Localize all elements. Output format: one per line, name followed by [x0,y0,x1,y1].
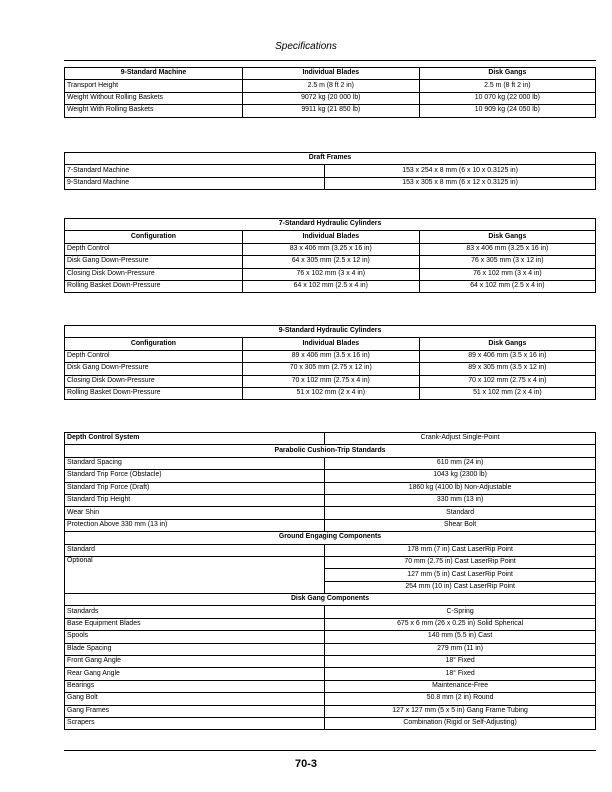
cell-value: 1043 kg (2300 lb) [325,470,596,482]
row-label: Standard Trip Force (Obstacle) [65,470,325,482]
cell-value: 610 mm (24 in) [325,457,596,469]
cell-value: 70 mm (2.75 in) Cast LaserRip Point [325,556,596,568]
table-row [65,680,596,692]
section-title: Ground Engaging Components [65,532,596,544]
cell-value: 279 mm (11 in) [325,643,596,655]
machine-spec-table [64,67,596,118]
row-label: Depth Control [65,350,243,362]
table-row [65,544,596,556]
table-header-row [65,338,596,350]
row-label: Bearings [65,680,325,692]
draft-frames-table [64,152,596,190]
row-label: Blade Spacing [65,643,325,655]
components-spec-table [64,432,596,730]
table-row [65,256,596,268]
row-label: Disk Gang Down-Pressure [65,363,243,375]
cell-value: 70 x 102 mm (2.75 x 4 in) [419,375,595,387]
table-row [65,494,596,506]
cell-value: 89 x 406 mm (3.5 x 16 in) [242,350,419,362]
table-row [65,165,596,177]
table-title: Draft Frames [65,153,596,165]
row-label: Depth Control System [65,433,325,445]
table-row [65,482,596,494]
table-row [65,519,596,531]
cell-value: 254 mm (10 in) Cast LaserRip Point [325,581,596,593]
column-header: Disk Gangs [419,68,595,80]
section-title-row [65,594,596,606]
column-header: Disk Gangs [419,231,595,243]
row-label: Protection Above 330 mm (13 in) [65,519,325,531]
table-row [65,243,596,255]
row-label: Standard [65,544,325,556]
cell-value: 10 909 kg (24 050 lb) [419,105,595,117]
cell-value: Shear Bolt [325,519,596,531]
cell-value: 140 mm (5.5 in) Cast [325,631,596,643]
table-row [65,457,596,469]
hydraulic-cylinders-9-table [64,325,596,400]
cell-value: 70 x 102 mm (2.75 x 4 in) [242,375,419,387]
table-title-row [65,219,596,231]
table-title: 9-Standard Hydraulic Cylinders [65,326,596,338]
table-row [65,92,596,104]
cell-value: Combination (Rigid or Self-Adjusting) [325,717,596,729]
cell-value: 64 x 305 mm (2.5 x 12 in) [242,256,419,268]
cell-value: 76 x 102 mm (3 x 4 in) [242,268,419,280]
table-row [65,80,596,92]
cell-value: 51 x 102 mm (2 x 4 in) [419,387,595,399]
section-title-row [65,445,596,457]
section-title: Disk Gang Components [65,594,596,606]
cell-value: 18° Fixed [325,656,596,668]
cell-value: 9911 kg (21 850 lb) [242,105,419,117]
table-row [65,350,596,362]
row-label: Rolling Basket Down-Pressure [65,280,243,292]
row-label: Scrapers [65,717,325,729]
row-label: Standard Spacing [65,457,325,469]
table-row [65,705,596,717]
header-rule [64,60,596,61]
section-title: Parabolic Cushion-Trip Standards [65,445,596,457]
cell-value: 675 x 6 mm (26 x 0.25 in) Solid Spherical [325,618,596,630]
cell-value: 89 x 305 mm (3.5 x 12 in) [419,363,595,375]
row-label: Standard Trip Height [65,494,325,506]
cell-value: 18° Fixed [325,668,596,680]
row-label: Rolling Basket Down-Pressure [65,387,243,399]
table-row [65,387,596,399]
table-row [65,668,596,680]
row-label: Spools [65,631,325,643]
table-row [65,656,596,668]
row-label: Rear Gang Angle [65,668,325,680]
table-row [65,363,596,375]
cell-value: 64 x 102 mm (2.5 x 4 in) [242,280,419,292]
footer-rule [64,750,596,751]
cell-value: 70 x 305 mm (2.75 x 12 in) [242,363,419,375]
cell-value: 2.5 m (8 ft 2 in) [419,80,595,92]
page-header-title: Specifications [275,41,337,52]
row-label: Disk Gang Down-Pressure [65,256,243,268]
table-row [65,693,596,705]
row-label: Gang Bolt [65,693,325,705]
table-header-row [65,68,596,80]
column-header: Configuration [65,338,243,350]
cell-value: 64 x 102 mm (2.5 x 4 in) [419,280,595,292]
cell-value: 330 mm (13 in) [325,494,596,506]
cell-value: 127 x 127 mm (5 x 5 in) Gang Frame Tubing [325,705,596,717]
cell-value: 83 x 406 mm (3.25 x 16 in) [419,243,595,255]
column-header: Individual Blades [242,231,419,243]
column-header: Configuration [65,231,243,243]
row-label: Closing Disk Down-Pressure [65,268,243,280]
column-header: Individual Blades [242,338,419,350]
table-title-row [65,153,596,165]
table-row [65,433,596,445]
column-header: 9-Standard Machine [65,68,243,80]
row-label: Wear Shin [65,507,325,519]
table-title: 7-Standard Hydraulic Cylinders [65,219,596,231]
table-row [65,618,596,630]
column-header: Disk Gangs [419,338,595,350]
table-row [65,556,596,568]
table-title-row [65,326,596,338]
cell-value: 127 mm (5 in) Cast LaserRip Point [325,569,596,581]
cell-value: 76 x 102 mm (3 x 4 in) [419,268,595,280]
row-label: Gang Frames [65,705,325,717]
cell-value: 50.8 mm (2 in) Round [325,693,596,705]
cell-value: Crank-Adjust Single-Point [325,433,596,445]
table-row [65,280,596,292]
cell-value: 153 x 254 x 8 mm (6 x 10 x 0.3125 in) [325,165,596,177]
cell-value: 10 070 kg (22 000 lb) [419,92,595,104]
cell-value: 89 x 406 mm (3.5 x 16 in) [419,350,595,362]
row-label: 7-Standard Machine [65,165,325,177]
table-header-row [65,231,596,243]
cell-value: 178 mm (7 in) Cast LaserRip Point [325,544,596,556]
hydraulic-cylinders-7-table [64,218,596,293]
row-label: Weight Without Rolling Baskets [65,92,243,104]
table-row [65,375,596,387]
row-label: Standard Trip Force (Draft) [65,482,325,494]
column-header: Individual Blades [242,68,419,80]
cell-value: 9072 kg (20 000 lb) [242,92,419,104]
cell-value: 1860 kg (4100 lb) Non-Adjustable [325,482,596,494]
cell-value: 83 x 406 mm (3.25 x 16 in) [242,243,419,255]
row-label: Base Equipment Blades [65,618,325,630]
table-row [65,643,596,655]
cell-value: Maintenance-Free [325,680,596,692]
cell-value: 153 x 305 x 8 mm (6 x 12 x 0.3125 in) [325,177,596,189]
cell-value: 2.5 m (8 ft 2 in) [242,80,419,92]
page-number: 70-3 [294,758,318,770]
row-label: 9-Standard Machine [65,177,325,189]
section-title-row [65,532,596,544]
row-label: Front Gang Angle [65,656,325,668]
table-row [65,717,596,729]
row-label: Transport Height [65,80,243,92]
cell-value: Standard [325,507,596,519]
table-row [65,507,596,519]
row-label: Standards [65,606,325,618]
table-row [65,606,596,618]
cell-value: C-Spring [325,606,596,618]
cell-value: 51 x 102 mm (2 x 4 in) [242,387,419,399]
table-row [65,631,596,643]
row-label: Depth Control [65,243,243,255]
table-row [65,268,596,280]
cell-value: 76 x 305 mm (3 x 12 in) [419,256,595,268]
row-label: Weight With Rolling Baskets [65,105,243,117]
table-row [65,470,596,482]
table-row [65,177,596,189]
row-label: Closing Disk Down-Pressure [65,375,243,387]
row-label: Optional [65,556,325,593]
table-row [65,105,596,117]
